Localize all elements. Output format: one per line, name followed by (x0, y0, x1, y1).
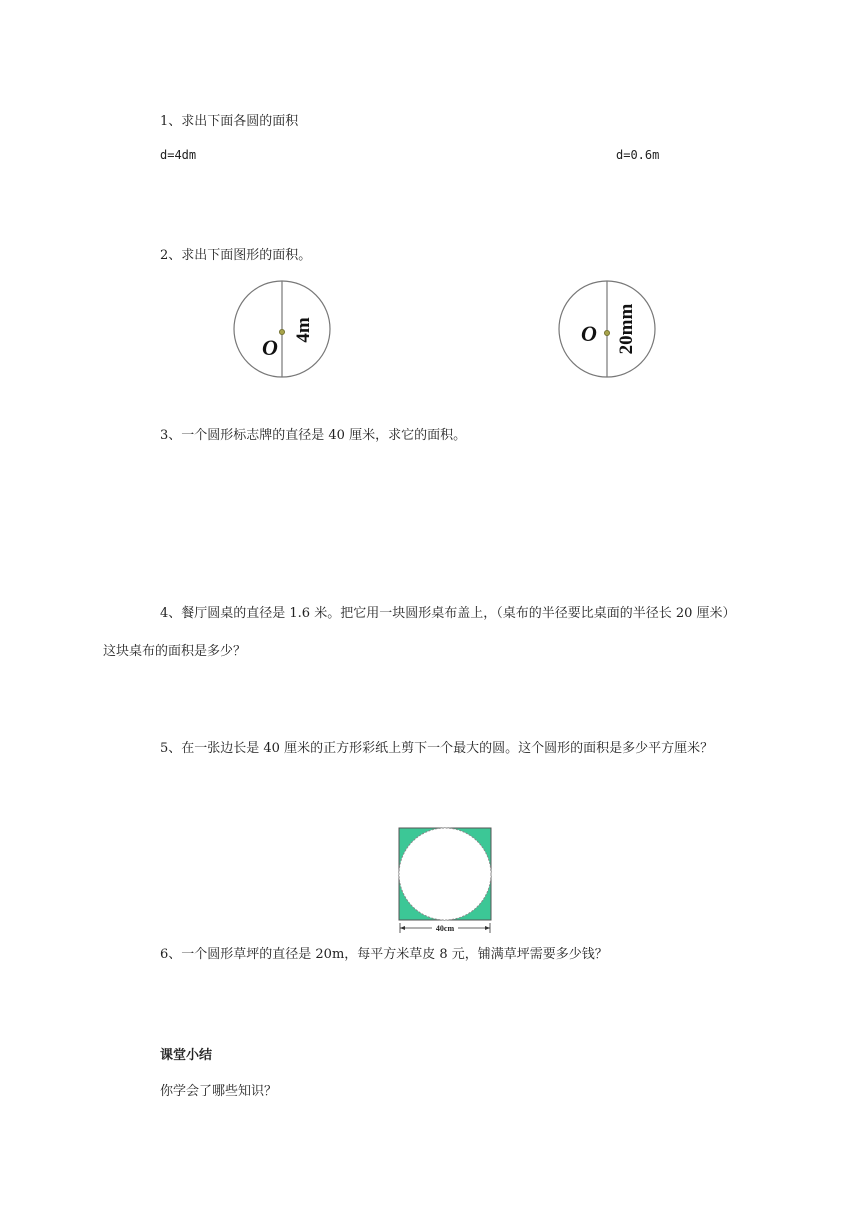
square-circle-figure (396, 826, 494, 936)
center-label: O (581, 321, 597, 346)
dimension-arrow-left (400, 926, 405, 930)
question-3-text: 3、一个圆形标志牌的直径是 40 厘米，求它的面积。 (160, 428, 467, 443)
question-4-text: 4、餐厅圆桌的直径是 1.6 米。把它用一块圆形桌布盖上，（桌布的半径要比桌面的半径长 20 厘米）这块桌布的面积是多少？ (103, 606, 736, 659)
circle-figure-right (555, 278, 661, 382)
radius-label: 20mm (616, 303, 637, 355)
center-point (604, 330, 609, 335)
question-2-text: 2、求出下面图形的面积。 (160, 248, 312, 263)
radius-label: 4m (293, 317, 314, 343)
center-point (279, 329, 284, 334)
question-1-left-label: d=4dm (160, 148, 197, 162)
dimension-arrow-right (485, 926, 490, 930)
question-5-text: 5、在一张边长是 40 厘米的正方形彩纸上剪下一个最大的圆。这个圆形的面积是多少平方厘米？ (160, 741, 714, 756)
dimension-label: 40cm (435, 924, 455, 933)
inscribed-circle (399, 828, 491, 920)
question-6-text: 6、一个圆形草坪的直径是 20m，每平方米草皮 8 元，铺满草坪需要多少钱？ (160, 947, 608, 962)
summary-question: 你学会了哪些知识？ (160, 1084, 278, 1099)
center-label: O (262, 335, 278, 360)
question-1-text: 1、求出下面各圆的面积 (160, 114, 299, 129)
summary-heading: 课堂小结 (160, 1048, 213, 1063)
question-1-right-label: d=0.6m (616, 148, 660, 162)
circle-figure-left (230, 278, 336, 382)
